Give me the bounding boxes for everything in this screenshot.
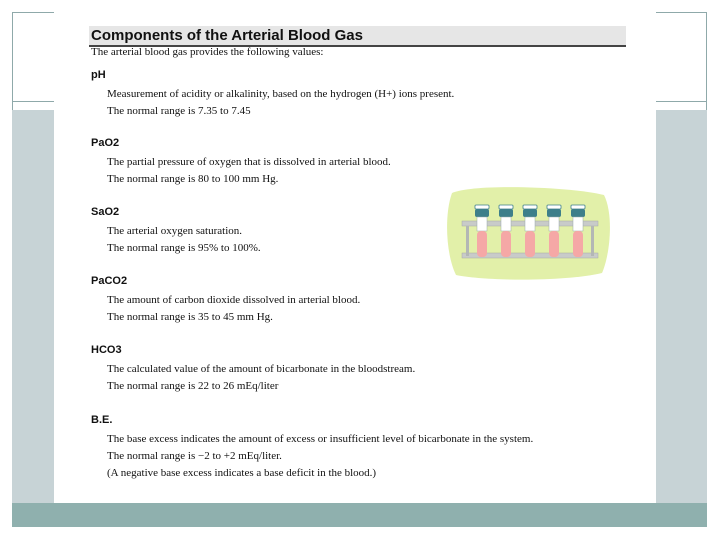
section-line: The normal range is −2 to +2 mEq/liter. [107,450,282,462]
section-line: The normal range is 95% to 100%. [107,242,261,254]
section-line [91,87,611,101]
section-line: The partial pressure of oxygen that is dissolved in arterial blood. [107,156,391,168]
section-heading: B.E. [91,414,113,426]
section-line: The base excess indicates the amount of excess or insufficient level of bicarbonate in the system. [107,433,534,445]
section-base-excess [91,413,591,480]
section-line: (A negative base excess indicates a base deficit in the blood.) [107,467,377,479]
section-line: The amount of carbon dioxide dissolved in arterial blood. [107,294,361,306]
ph-description: Measurement of acidity or alkalinity, based on the hydrogen (H+) ions present. [107,88,455,100]
section-heading: PaCO2 [91,275,128,287]
divider-left [12,101,54,102]
section-heading: PaO2 [91,137,120,149]
section-heading: pH [91,69,106,81]
intro-text: The arterial blood gas provides the following values: [91,46,324,58]
section-line: The arterial oxygen saturation. [107,225,243,237]
footer-bar [12,503,707,527]
section-ph [91,68,611,118]
test-tube-rack-icon [444,185,612,282]
section-line: The normal range is 35 to 45 mm Hg. [107,311,273,323]
section-pao2 [91,136,611,186]
document-page [54,12,656,503]
section-hco3 [91,343,611,393]
document-title: Components of the Arterial Blood Gas [89,26,626,47]
side-band-right [656,110,707,505]
section-heading: SaO2 [91,206,120,218]
section-line: The calculated value of the amount of bicarbonate in the bloodstream. [107,363,416,375]
divider-right [656,101,707,102]
section-heading: HCO3 [91,344,122,356]
side-band-left [12,110,54,505]
section-line: The normal range is 80 to 100 mm Hg. [107,173,279,185]
section-line: The normal range is 22 to 26 mEq/liter [107,380,279,392]
section-line: The normal range is 7.35 to 7.45 [107,105,251,117]
